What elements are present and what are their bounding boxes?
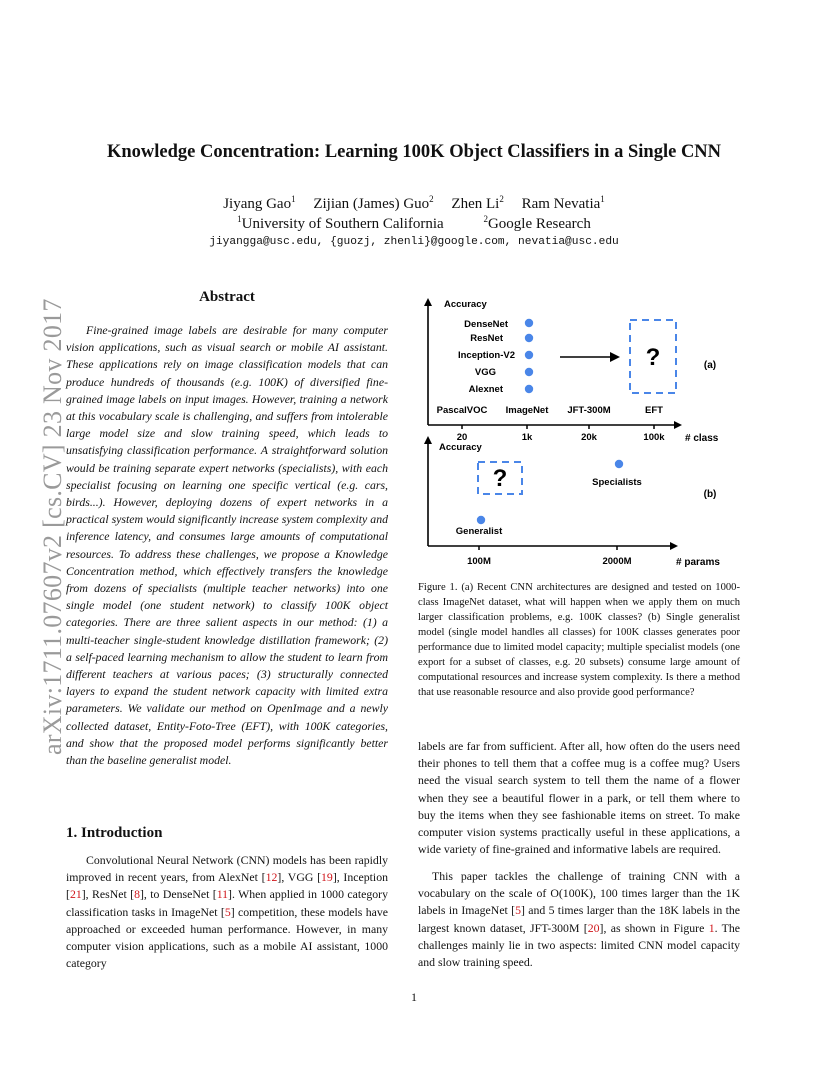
- tick-label: 100M: [467, 556, 491, 567]
- point-label: Generalist: [455, 526, 503, 537]
- figure-link[interactable]: 1: [708, 920, 715, 935]
- tick-label: 1k: [521, 432, 533, 443]
- model-dot: [525, 334, 533, 342]
- specialists-dot: [615, 460, 623, 468]
- abstract-heading: Abstract: [199, 289, 255, 305]
- model-label: DenseNet: [464, 319, 508, 330]
- author-4: Ram Nevatia$^1$: [521, 194, 605, 212]
- question-mark-a: ?: [645, 344, 661, 371]
- citation-link[interactable]: 20: [587, 920, 600, 935]
- affiliation-1: $^1$University of Southern California: [237, 214, 444, 232]
- y-label-b: Accuracy: [439, 442, 482, 453]
- figure-caption: Figure 1. (a) Recent CNN architectures are designed and tested on 1000-class ImageNet dataset, what will happen when we apply them on much larger classification problems, e.g. 100K classes? (b) Single generalist model (single model handles all classes) for 100K classes generates poor performance due to limited model capacity; multiple specialist models (one export for a subset of classes, e.g. 20 subsets) consume large amount of computational resources and increase system complexity. Is there a method that use reasonable resource and also provide good performance?: [418, 582, 740, 698]
- tick-label: 2000M: [602, 556, 632, 567]
- figure-1: [414, 290, 734, 570]
- right-column-paragraph-2: This paper tackles the challenge of training CNN with a vocabulary on the scale of O(100K), 100 times larger than the 1K labels in ImageNet [5] and 5 times larger than the 18K labels in the largest known dataset, JFT-300M [20], as shown in Figure 1. The challenges mainly lie in two aspects: limited CNN model capacity and slow training speed.: [418, 869, 741, 970]
- figure-panel-b: [424, 436, 720, 568]
- model-dot: [525, 319, 533, 327]
- tick-label: 20: [456, 432, 468, 443]
- question-mark-b: ?: [492, 465, 508, 492]
- y-axis-arrow-b: [424, 436, 432, 444]
- y-axis-arrow-a: [424, 298, 432, 306]
- model-dot: [525, 385, 533, 393]
- citation-link[interactable]: 11: [216, 887, 229, 902]
- dataset-label: JFT-300M: [567, 405, 611, 416]
- arxiv-stamp: [8, 285, 68, 755]
- x-axis-arrow-b: [670, 542, 678, 550]
- arxiv-id: arXiv:1711.07607v2 [cs.CV] 23 Nov 2017: [38, 298, 67, 755]
- model-dot: [525, 351, 533, 359]
- citation-link[interactable]: 5: [515, 903, 521, 918]
- dataset-label: PascalVOC: [436, 405, 488, 416]
- point-label: Specialists: [592, 477, 642, 488]
- author-emails: jiyangga@usc.edu, {guozj, zhenli}@google.com, nevatia@usc.edu: [209, 236, 619, 248]
- abstract-text: Fine-grained image labels are desirable for many computer vision applications, such as visual search or mobile AI assistant. These applications rely on image classification models that can produce hundreds of thousands (e.g. 100K) of diversified fine-grained image labels on input images. However, training a network at this vocabulary scale is challenging, and suffers from intolerable large model size and slow training speed, which leads to unsatisfying classification performance. A straightforward solution would be training separate expert networks (specialists), with each specialist focusing on learning one specific vertical (e.g. cars, birds...). However, deploying dozens of expert networks in a practical system would significantly increase system complexity and inference latency, and consumes large amounts of computational resources. To address these challenges, we propose a Knowledge Concentration method, which effectively transfers the knowledge from dozens of specialists (multiple teacher networks) into one single model (one student network) to classify 100K object categories. There are three salient aspects in our method: (1) a multi-teacher single-student knowledge distillation framework; (2) a self-paced learning mechanism to allow the student to learn from different teachers at various paces; (3) structurally connected layers to expand the student network capacity with limited extra parameters. We validate our method on OpenImage and a newly collected dataset, Entity-Foto-Tree (EFT), with 100K categories, and show that the proposed model performs significantly better than the baseline generalist model.: [66, 323, 388, 768]
- citation-link[interactable]: 12: [265, 870, 278, 885]
- affiliation-list: [0, 214, 828, 233]
- tick-label: 20k: [581, 432, 597, 443]
- panel-label-a: (a): [703, 360, 717, 371]
- paper-title: Knowledge Concentration: Learning 100K Object Classifiers in a Single CNN: [106, 142, 722, 162]
- author-1: Jiyang Gao$^1$: [223, 194, 296, 212]
- x-axis-arrow-a: [674, 421, 682, 429]
- model-label: ResNet: [470, 333, 503, 344]
- intro-heading: 1. Introduction: [66, 825, 163, 841]
- x-label-b: # params: [676, 557, 720, 568]
- y-label-a: Accuracy: [444, 299, 487, 310]
- citation-link[interactable]: 5: [224, 904, 231, 919]
- author-3: Zhen Li$^2$: [451, 194, 504, 212]
- affiliation-2: $^2$Google Research: [483, 214, 591, 232]
- dataset-label: ImageNet: [505, 405, 549, 416]
- model-label: VGG: [474, 367, 496, 378]
- page-number: 1: [411, 990, 417, 1004]
- intro-paragraph: Convolutional Neural Network (CNN) models has been rapidly improved in recent years, from AlexNet [12], VGG [19], Inception [21], ResNet [8], to DenseNet [11]. When applied in 1000 category classification tasks in ImageNet [5] competition, these models have approached or exceeded human performance. However, in many computer vision applications, such as a mobile AI assistant, 1000 category: [66, 853, 388, 971]
- model-label: Alexnet: [468, 384, 503, 395]
- x-label-a: # class: [685, 433, 719, 444]
- dataset-label: EFT: [645, 405, 663, 416]
- generalist-dot: [477, 516, 485, 524]
- author-2: Zijian (James) Guo$^2$: [313, 194, 434, 212]
- tick-label: 100k: [643, 432, 665, 443]
- panel-label-b: (b): [703, 489, 717, 500]
- figure-panel-a: [424, 298, 719, 444]
- arrow-head-icon: [610, 352, 620, 362]
- right-column-paragraph-1: labels are far from sufficient. After all, how often do the users need their phones to tell them that a coffee mug is a coffee mug? Users need the visual search system to tell them the name of a flower when they see a beautiful flower in a park, or tell them where to buy the items when they see fashionable items on street. To make computer vision systems practically useful in these applications, a wide variety of fine-grained and informative labels are required.: [418, 739, 740, 857]
- citation-link[interactable]: 8: [134, 887, 140, 902]
- model-label: Inception-V2: [457, 350, 515, 361]
- author-list: [0, 194, 828, 213]
- model-dot: [525, 368, 533, 376]
- citation-link[interactable]: 21: [69, 887, 82, 902]
- citation-link[interactable]: 19: [321, 870, 333, 885]
